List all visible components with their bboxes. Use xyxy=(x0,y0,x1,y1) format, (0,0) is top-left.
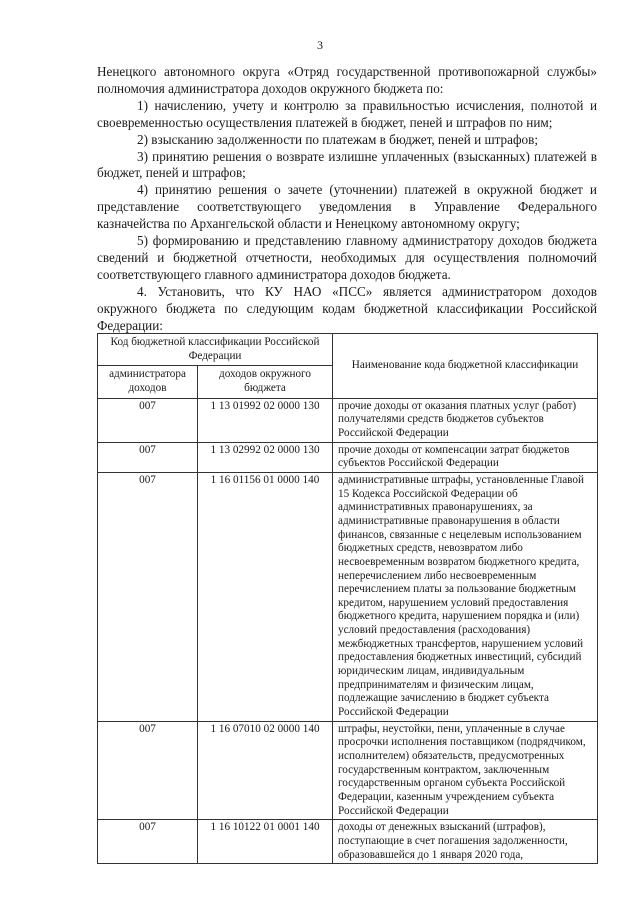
table-row xyxy=(98,472,598,721)
cell-name: доходы от денежных взысканий (штрафов), поступающие в счет погашения задолженности, образовавшейся до 1 января 2020 года, xyxy=(333,820,598,864)
cell-name: штрафы, неустойки, пени, уплаченные в случае просрочки исполнения поставщиком (подрядчиком, исполнителем) обязательств, предусмотренных государственным контрактом, заключенным государственным органом субъекта Российской Федерации, казенным учреждением субъекта Российской Федерации xyxy=(333,721,598,820)
header-code-group: Код бюджетной классификации Российской Федерации xyxy=(98,334,333,366)
table-row xyxy=(98,398,598,442)
budget-codes-table xyxy=(97,333,598,864)
page-number: 3 xyxy=(317,38,323,52)
cell-name: прочие доходы от оказания платных услуг (работ) получателями средств бюджетов субъектов Российской Федерации xyxy=(333,398,598,442)
header-income: доходов окружного бюджета xyxy=(198,366,333,398)
table-row xyxy=(98,442,598,472)
paragraph-intro: Ненецкого автономного округа «Отряд государственной противопожарной службы» полномочия администратора доходов окружного бюджета по: xyxy=(97,64,597,96)
table-row xyxy=(98,721,598,820)
paragraph-item-5: 5) формированию и представлению главному администратору доходов бюджета сведений и бюджетной отчетности, необходимых для осуществления полномочий соответствующего главного администратора доходов бюджета. xyxy=(97,233,597,282)
cell-admin: 007 xyxy=(98,442,198,472)
header-admin: администратора доходов xyxy=(98,366,198,398)
cell-code: 1 16 01156 01 0000 140 xyxy=(198,472,333,721)
paragraph-point-4: 4. Установить, что КУ НАО «ПСС» является администратором доходов окружного бюджета по следующим кодам бюджетной классификации Российской Федерации: xyxy=(97,283,597,333)
cell-name: прочие доходы от компенсации затрат бюджетов субъектов Российской Федерации xyxy=(333,442,598,472)
paragraph-item-3: 3) принятию решения о возврате излишне уплаченных (взысканных) платежей в бюджет, пеней и штрафов; xyxy=(97,148,597,181)
cell-admin: 007 xyxy=(98,820,198,864)
cell-admin: 007 xyxy=(98,721,198,820)
paragraph-item-1: 1) начислению, учету и контролю за правильностью исчисления, полнотой и своевременностью осуществления платежей в бюджет, пеней и штрафов по ним; xyxy=(97,97,597,130)
cell-admin: 007 xyxy=(98,398,198,442)
cell-admin: 007 xyxy=(98,472,198,721)
header-name: Наименование кода бюджетной классификации xyxy=(333,334,598,399)
cell-code: 1 16 10122 01 0001 140 xyxy=(198,820,333,864)
document-body xyxy=(97,64,597,335)
paragraph-item-4: 4) принятию решения о зачете (уточнении) платежей в окружной бюджет и представление соответствующего уведомления в Управление Федерального казначейства по Архангельской области и Ненецкому автономному округу; xyxy=(97,182,597,232)
cell-code: 1 16 07010 02 0000 140 xyxy=(198,721,333,820)
cell-code: 1 13 01992 02 0000 130 xyxy=(198,398,333,442)
cell-code: 1 13 02992 02 0000 130 xyxy=(198,442,333,472)
table-row xyxy=(98,820,598,864)
cell-name: административные штрафы, установленные Главой 15 Кодекса Российской Федерации об административных правонарушениях, за административные правонарушения в области финансов, связанные с нецелевым использованием бюджетных средств, невозвратом либо несвоевременным возвратом бюджетного кредита, неперечислением либо несвоевременным перечислением платы за пользование бюджетным кредитом, нарушением условий предоставления бюджетного кредита, нарушением порядка и (или) условий предоставления (расходования) межбюджетных трансфертов, нарушением условий предоставления бюджетных инвестиций, субсидий юридическим лицам, индивидуальным предпринимателям и физическим лицам, подлежащие зачислению в бюджет субъекта Российской Федерации xyxy=(333,472,598,721)
table-header-row xyxy=(98,334,598,366)
paragraph-item-2: 2) взысканию задолженности по платежам в бюджет, пеней и штрафов; xyxy=(137,131,539,147)
